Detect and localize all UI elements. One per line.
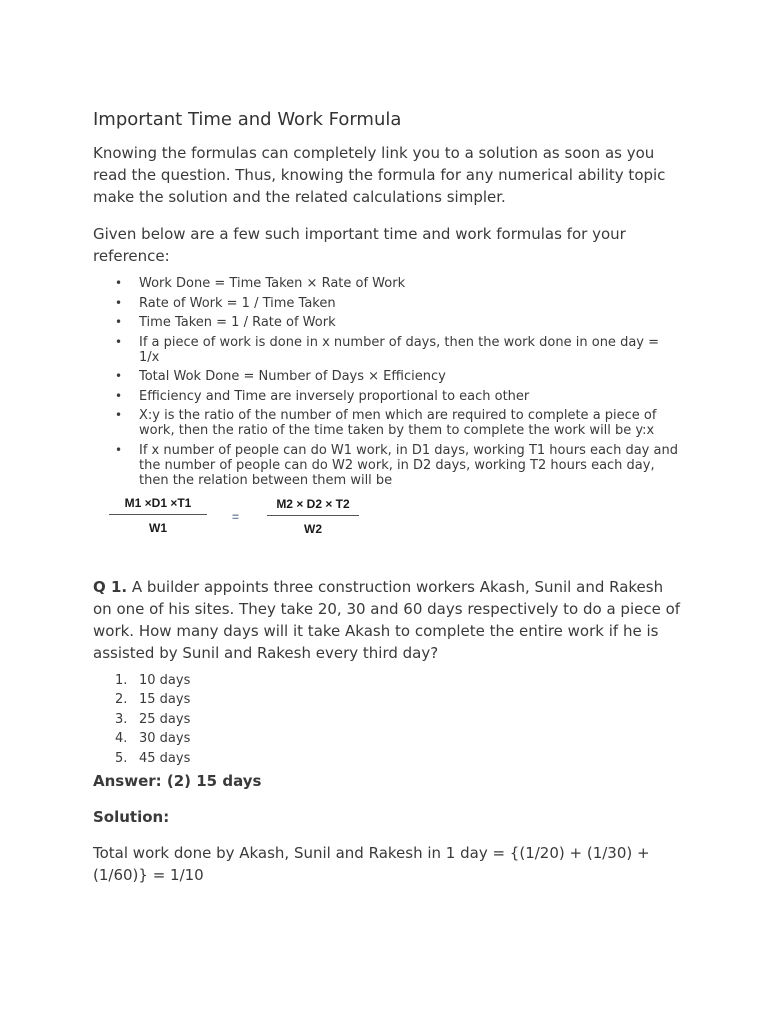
- solution-text: Total work done by Akash, Sunil and Rakesh in 1 day = {(1/20) + (1/30) + (1/60)} = 1/10: [93, 844, 650, 884]
- option-item: [115, 731, 683, 746]
- option-number: 1.: [115, 672, 128, 688]
- formula-item: • If x number of people can do W1 work, in D1 days, working T1 hours each day and the number of people can do W2 work, in D2 days, working T2 hours each day, then the relation between them will be: [139, 443, 683, 488]
- formula-item: • X:y is the ratio of the number of men which are required to complete a piece of work, then the ratio of the time taken by them to complete the work will be y:x: [139, 408, 683, 438]
- equation-image: [93, 496, 683, 552]
- option-item: [115, 750, 683, 766]
- document-page: [93, 108, 683, 886]
- option-text: 30 days: [139, 731, 191, 746]
- option-text: 15 days: [139, 692, 191, 707]
- question-text: A builder appoints three construction workers Akash, Sunil and Rakesh on one of his sites. They take 20, 30 and 60 days respectively to do a piece of work. How many days will it take Akash to complete the entire work if he is assisted by Sunil and Rakesh every third day?: [93, 577, 681, 662]
- option-text: 10 days: [139, 672, 191, 688]
- option-number: 4.: [115, 731, 128, 746]
- left-numerator: M1 ×D1 ×T1: [109, 496, 207, 515]
- option-number: 3.: [115, 711, 128, 727]
- left-denominator: W1: [149, 520, 167, 535]
- formula-list: [93, 276, 683, 488]
- equals-sign: =: [232, 509, 240, 524]
- option-text: 45 days: [139, 750, 191, 766]
- option-item: [115, 672, 683, 688]
- formula-item: • Work Done = Time Taken × Rate of Work: [139, 276, 683, 291]
- right-numerator: M2 × D2 × T2: [267, 497, 359, 516]
- option-number: 2.: [115, 692, 128, 707]
- option-item: [115, 711, 683, 727]
- given-paragraph: Given below are a few such important time and work formulas for your reference:: [93, 225, 626, 265]
- right-fraction: [267, 497, 359, 536]
- answer-line: Answer: (2) 15 days: [93, 772, 262, 790]
- left-fraction: [109, 496, 207, 535]
- formula-item: • Total Wok Done = Number of Days × Efficiency: [139, 369, 683, 384]
- option-number: 5.: [115, 750, 128, 766]
- question-paragraph: [93, 576, 683, 664]
- page-title: Important Time and Work Formula: [93, 109, 402, 130]
- option-text: 25 days: [139, 711, 191, 727]
- formula-item: • Rate of Work = 1 / Time Taken: [139, 296, 683, 311]
- right-denominator: W2: [304, 521, 322, 536]
- option-item: [115, 692, 683, 707]
- solution-heading: Solution:: [93, 808, 170, 826]
- formula-item: • If a piece of work is done in x number of days, then the work done in one day = 1/x: [139, 335, 683, 365]
- option-list: [93, 673, 683, 766]
- question-label: Q 1.: [93, 577, 128, 596]
- formula-item: • Time Taken = 1 / Rate of Work: [139, 315, 683, 330]
- formula-item: • Efficiency and Time are inversely proportional to each other: [139, 389, 683, 404]
- intro-paragraph: Knowing the formulas can completely link you to a solution as soon as you read the question. Thus, knowing the formula for any numerical ability topic make the solution and the related calculations simpler.: [93, 144, 666, 206]
